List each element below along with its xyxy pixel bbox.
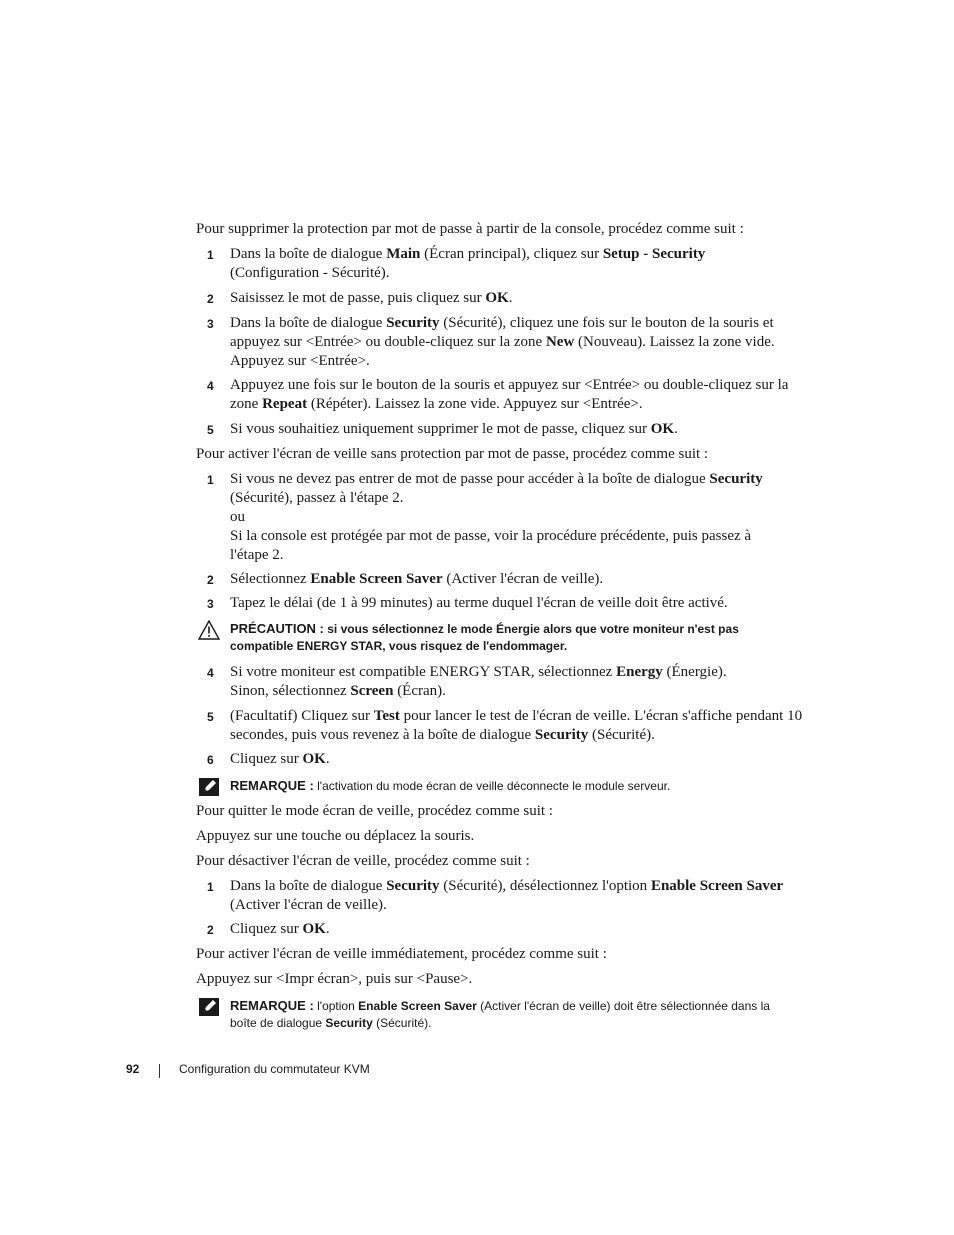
document-page: Pour supprimer la protection par mot de passe à partir de la console, procédez comme suit : 1 Dans la boîte de dialogue Main (Écran principal), cliquez sur Setup - Security (Configuration - Sécurité). 2 Saisissez le mot de passe, puis cliquez sur OK. 3 Dans la boîte de dialogue Security (Sécurité), cliquez une fois sur le bouton de la souris et appuyez sur <Entrée> ou double-cliquez sur la zone New (Nouveau). Laissez la zone vide. Appuyez sur <Entrée>. 4 Appuyez une fois sur le bouton de la souris et appuyez sur <Entrée> ou double-cliquez sur la zone Repeat (Répéter). Laissez la zone vide. Appuyez sur <Entrée>. 5 Si vous souhaitiez uniquement supprimer le mot de passe, cliquez sur OK. Pour activer l'écran de veille sans protection par mot de passe, procédez comme suit : 1 Si vous ne devez pas entrer de mot de passe pour accéder à la boîte de dialogue Security (Sécurité), passez à l'étape 2. ou Si la console est protégée par mot de passe, voir la procédure précédente, puis passez à l'étape 2. 2 Sélectionnez Enable Screen Saver (Activer l'écran de veille). 3 Tapez le délai (de 1 à 99 minutes) au terme duquel l'écran de veille doit être activé. PRÉCAUTION : si vous sélectionnez le mode Énergie alors que votre moniteur n'est pas compatible ENERGY STAR, vous risquez de l'endommager. 4 Si votre moniteur est compatible ENERGY STAR, sélectionnez Energy (Énergie). Sinon, sélectionnez Screen (Écran). 5 (Facultatif) Cliquez sur Test pour lancer le test de l'écran de veille. L'écran s'affiche pendant 10 secondes, puis vous revenez à la boîte de dialogue Security (Sécurité). 6 Cliquez sur OK. REMARQUE : l'activation du mode écran de veille déconnecte le module serveur. Pour quitter le mode écran de veille, procédez comme suit : Appuyez sur une touche ou déplacez la souris. Pour désactiver l'écran de veille, procédez comme suit : 1 Dans la boîte de dialogue Security (Sécurité), désélectionnez l'option Enable Screen Saver (Activer l'écran de veille). 2 Cliquez sur OK. Pour activer l'écran de veille immédiatement, procédez comme suit : Appuyez sur <Impr écran>, puis sur <Pause>. REMARQUE : l'option Enable Screen Saver (Activer l'écran de veille) doit être sélectionnée dans la boîte de dialogue Security (Sécurité). 92 Configuration du commutateur KVM xyxy=(0,0,954,1235)
step-number: 3 xyxy=(207,317,214,331)
intro-remove-password: Pour supprimer la protection par mot de passe à partir de la console, procédez comme suit : xyxy=(196,221,744,237)
page-number: 92 xyxy=(126,1062,140,1076)
step-number: 3 xyxy=(207,597,214,611)
intro-immediate-screensaver: Pour activer l'écran de veille immédiatement, procédez comme suit : xyxy=(196,946,607,962)
quit-action-text: Appuyez sur une touche ou déplacez la souris. xyxy=(196,828,475,844)
step-number: 6 xyxy=(207,753,214,767)
warning-triangle-icon xyxy=(198,620,220,640)
intro-quit-screensaver: Pour quitter le mode écran de veille, procédez comme suit : xyxy=(196,803,553,819)
step-number: 2 xyxy=(207,573,214,587)
step-number: 1 xyxy=(207,248,214,262)
pencil-note-icon xyxy=(198,997,220,1017)
step-number: 4 xyxy=(207,379,214,393)
step-number: 1 xyxy=(207,473,214,487)
step-number: 4 xyxy=(207,666,214,680)
footer-divider xyxy=(159,1064,160,1078)
intro-deactivate-screensaver: Pour désactiver l'écran de veille, procédez comme suit : xyxy=(196,853,530,869)
pencil-note-icon xyxy=(198,777,220,797)
immediate-action-text: Appuyez sur <Impr écran>, puis sur <Pause>. xyxy=(196,971,473,987)
step-number: 1 xyxy=(207,880,214,894)
intro-activate-screensaver: Pour activer l'écran de veille sans protection par mot de passe, procédez comme suit : xyxy=(196,446,709,462)
step-number: 5 xyxy=(207,423,214,437)
chapter-title: Configuration du commutateur KVM xyxy=(179,1062,370,1076)
step-number: 2 xyxy=(207,292,214,306)
step-number: 5 xyxy=(207,710,214,724)
step-number: 2 xyxy=(207,923,214,937)
